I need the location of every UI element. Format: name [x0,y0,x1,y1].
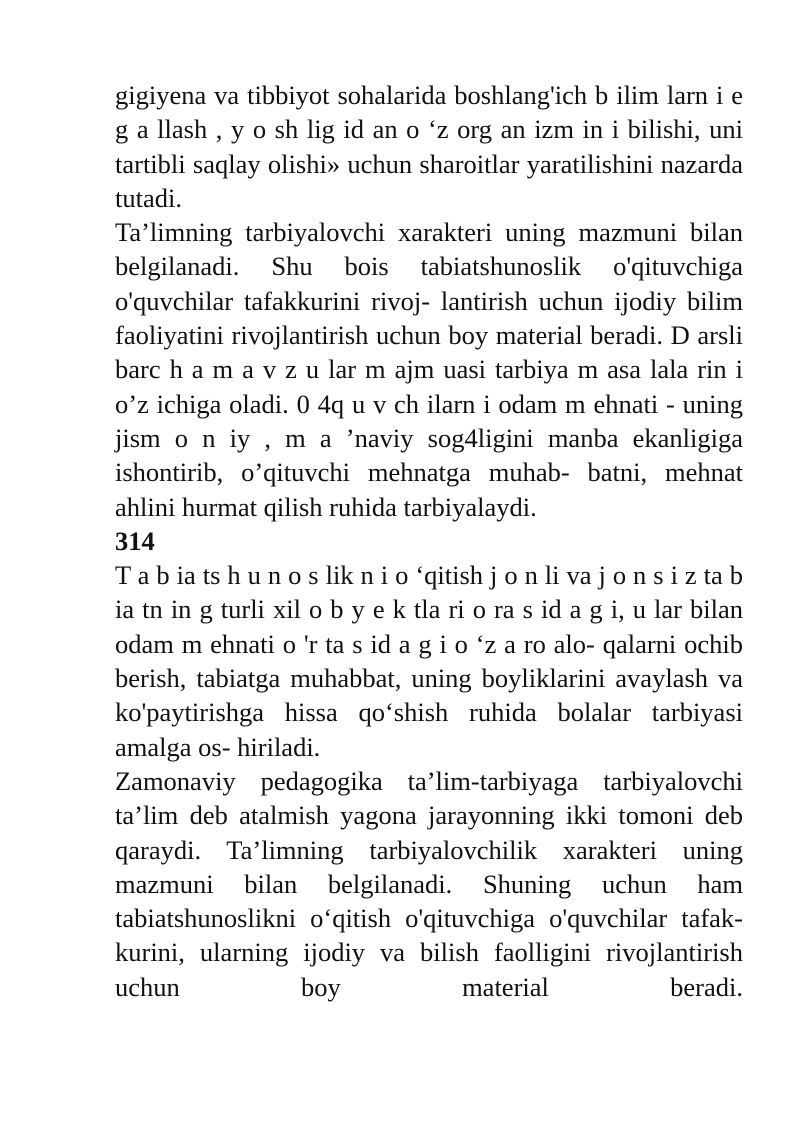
paragraph-nature-study: T a b ia ts h u n o s lik n i o ‘qitish j o n li va j o n s i z ta b ia tn in g turli xil o b y e k tla ri o ra s id a g i, u lar bilan odam m ehnati o 'r ta s id a g i o ‘z a ro alo- qalarni ochib berish, tabiatga muhabbat, uning boyliklarini avaylash va ko'paytirishga hissa qo‘shish ruhida bolalar tarbiyasi amalga os- hiriladi. [115,560,743,762]
document-page [115,78,743,1004]
paragraph-modern-pedagogy: Zamonaviy pedagogika ta’lim-tarbiyaga tarbiyalovchi ta’lim deb atalmish yagona jarayonning ikki tomoni deb qaraydi. Ta’limning tarbiyalovchilik xarakteri uning mazmuni bilan belgilanadi. Shuning uchun ham tabiatshunoslikni o‘qitish o'qituvchiga o'quvchilar tafak- kurini, ularning ijodiy va bilish faolligini rivojlantirish uchun boy material beradi. [115,765,743,1002]
paragraph-hygiene: gigiyena va tibbiyot sohalarida boshlang'ich b ilim larn i e g a llash , y o sh lig id an o ‘z org an izm in i bilishi, uni tartibli saqlay olishi» uchun sharoitlar yaratilishini nazarda tutadi. [115,80,743,213]
paragraph-educational-character: Ta’limning tarbiyalovchi xarakteri uning mazmuni bilan belgilanadi. Shu bois tabiatshunoslik o'qituvchiga o'quvchilar tafakkurini rivoj- lantirish uchun ijodiy bilim faoliyatini rivojlantirish uchun boy material beradi. D arsli barc h a m a v z u lar m ajm uasi tarbiya m asa lala rin i o’z ichiga oladi. 0 4q u v ch ilarn i odam m ehnati - uning jism o n iy , m a ’naviy sog4ligini manba ekanligiga ishontirib, o’qituvchi mehnatga muhab- batni, mehnat ahlini hurmat qilish ruhida tarbiyalaydi. [115,217,743,522]
page-number: 314 [115,525,155,556]
